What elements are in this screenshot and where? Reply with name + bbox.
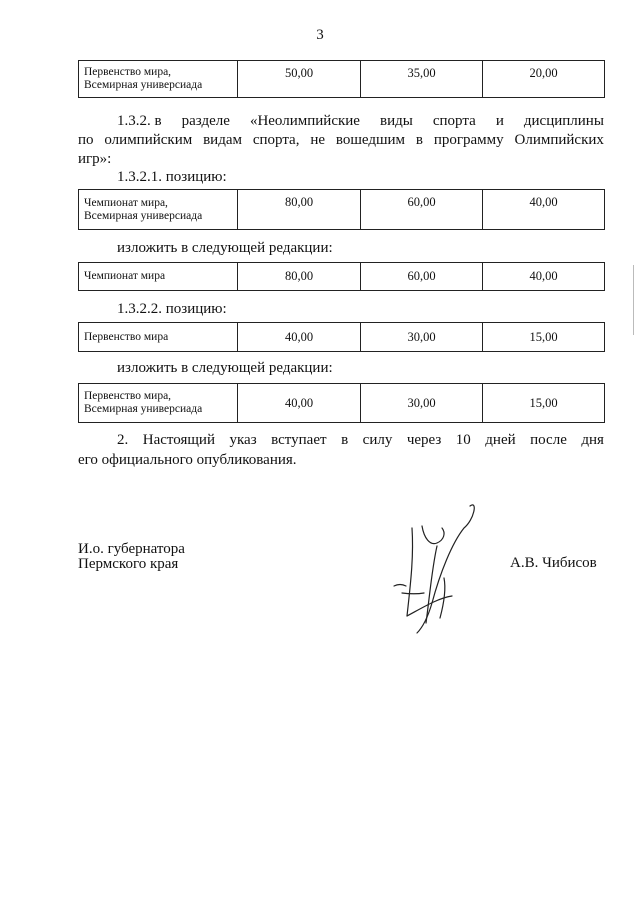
word: спорта, [252, 132, 300, 148]
table-cell-value-1: 80,00 [238, 190, 361, 230]
table-cell-value-1: 40,00 [238, 323, 361, 352]
word: 1.3.2. в [117, 113, 162, 129]
table-cell-value-1: 40,00 [238, 384, 361, 423]
word: программу [433, 132, 504, 148]
word: дней [485, 432, 516, 448]
category-line-2: Всемирная универсиада [84, 403, 203, 415]
word: виды [380, 113, 413, 129]
page-number: 3 [316, 27, 324, 43]
word: и [495, 113, 504, 129]
table-cell-category [79, 61, 238, 98]
item-1-3-2-1: 1.3.2.1. позицию: [117, 169, 227, 185]
paragraph-2-line-1 [117, 430, 604, 450]
table-row [79, 384, 605, 423]
table-position-new-1 [78, 262, 605, 291]
word: указ [229, 432, 257, 448]
table-cell-category: Чемпионат мира [79, 263, 238, 291]
table-row [79, 61, 605, 98]
word: «Неолимпийские [249, 113, 360, 129]
category-line-1: Первенство мира, [84, 390, 172, 402]
word: спорта [432, 113, 476, 129]
word: по [78, 132, 94, 148]
table-cell-value-3: 40,00 [483, 190, 605, 230]
table-cell-value-1: 50,00 [238, 61, 361, 98]
table-position-new-2 [78, 383, 605, 423]
table-position-old-1 [78, 189, 605, 230]
table-row [79, 263, 605, 291]
word: не [310, 132, 325, 148]
table-cell-value-3: 40,00 [483, 263, 605, 291]
table-row [79, 190, 605, 230]
table-cell-value-3: 15,00 [483, 384, 605, 423]
table-cell-category [79, 384, 238, 423]
table-cell-value-2: 60,00 [361, 190, 483, 230]
table-first-rows [78, 60, 605, 98]
signatory-position [78, 542, 185, 572]
signatory-name: А.В. Чибисов [510, 555, 597, 571]
table-cell-value-3: 15,00 [483, 323, 605, 352]
word-row [117, 111, 604, 131]
word: 10 [455, 432, 471, 448]
word: разделе [181, 113, 230, 129]
table-row [79, 323, 605, 352]
word: после [530, 432, 567, 448]
item-1-3-2-2: 1.3.2.2. позицию: [117, 301, 227, 317]
word: дня [581, 432, 604, 448]
word: видам [203, 132, 242, 148]
table-cell-category [79, 190, 238, 230]
category-line-1: Чемпионат мира, [84, 196, 168, 209]
word: силу [362, 432, 393, 448]
table-cell-value-1: 80,00 [238, 263, 361, 291]
edit-instruction-1: изложить в следующей редакции: [117, 240, 333, 256]
table-cell-value-2: 35,00 [361, 61, 483, 98]
category-line-2: Всемирная универсиада [84, 209, 203, 222]
handwritten-signature [382, 498, 492, 638]
table-cell-value-2: 30,00 [361, 384, 483, 423]
paragraph-2-line-2: его официального опубликования. [78, 452, 297, 468]
word: 2. [117, 432, 129, 448]
word: вступает [271, 432, 327, 448]
word: в [341, 432, 349, 448]
table-position-old-2 [78, 322, 605, 352]
category-line-1: Первенство мира, [84, 66, 172, 78]
word-row [78, 130, 604, 150]
paragraph-1-3-2-line-2 [78, 130, 604, 150]
word-row [117, 430, 604, 450]
word: олимпийским [104, 132, 193, 148]
table-cell-value-2: 60,00 [361, 263, 483, 291]
word: дисциплины [523, 113, 604, 129]
edit-instruction-2: изложить в следующей редакции: [117, 360, 333, 376]
table-cell-category: Первенство мира [79, 323, 238, 352]
table-cell-value-2: 30,00 [361, 323, 483, 352]
word: в [415, 132, 423, 148]
word: Настоящий [142, 432, 215, 448]
signatory-position-line-2: Пермского края [78, 556, 179, 572]
margin-fold-mark [633, 265, 634, 335]
table-cell-value-3: 20,00 [483, 61, 605, 98]
paragraph-1-3-2-line-3: игр»: [78, 151, 112, 167]
category-line-2: Всемирная универсиада [84, 79, 203, 91]
paragraph-1-3-2-line-1 [117, 111, 604, 131]
word: Олимпийских [514, 132, 604, 148]
signatory-position-line-1: И.о. губернатора [78, 541, 185, 557]
word: вошедшим [335, 132, 406, 148]
word: через [406, 432, 442, 448]
